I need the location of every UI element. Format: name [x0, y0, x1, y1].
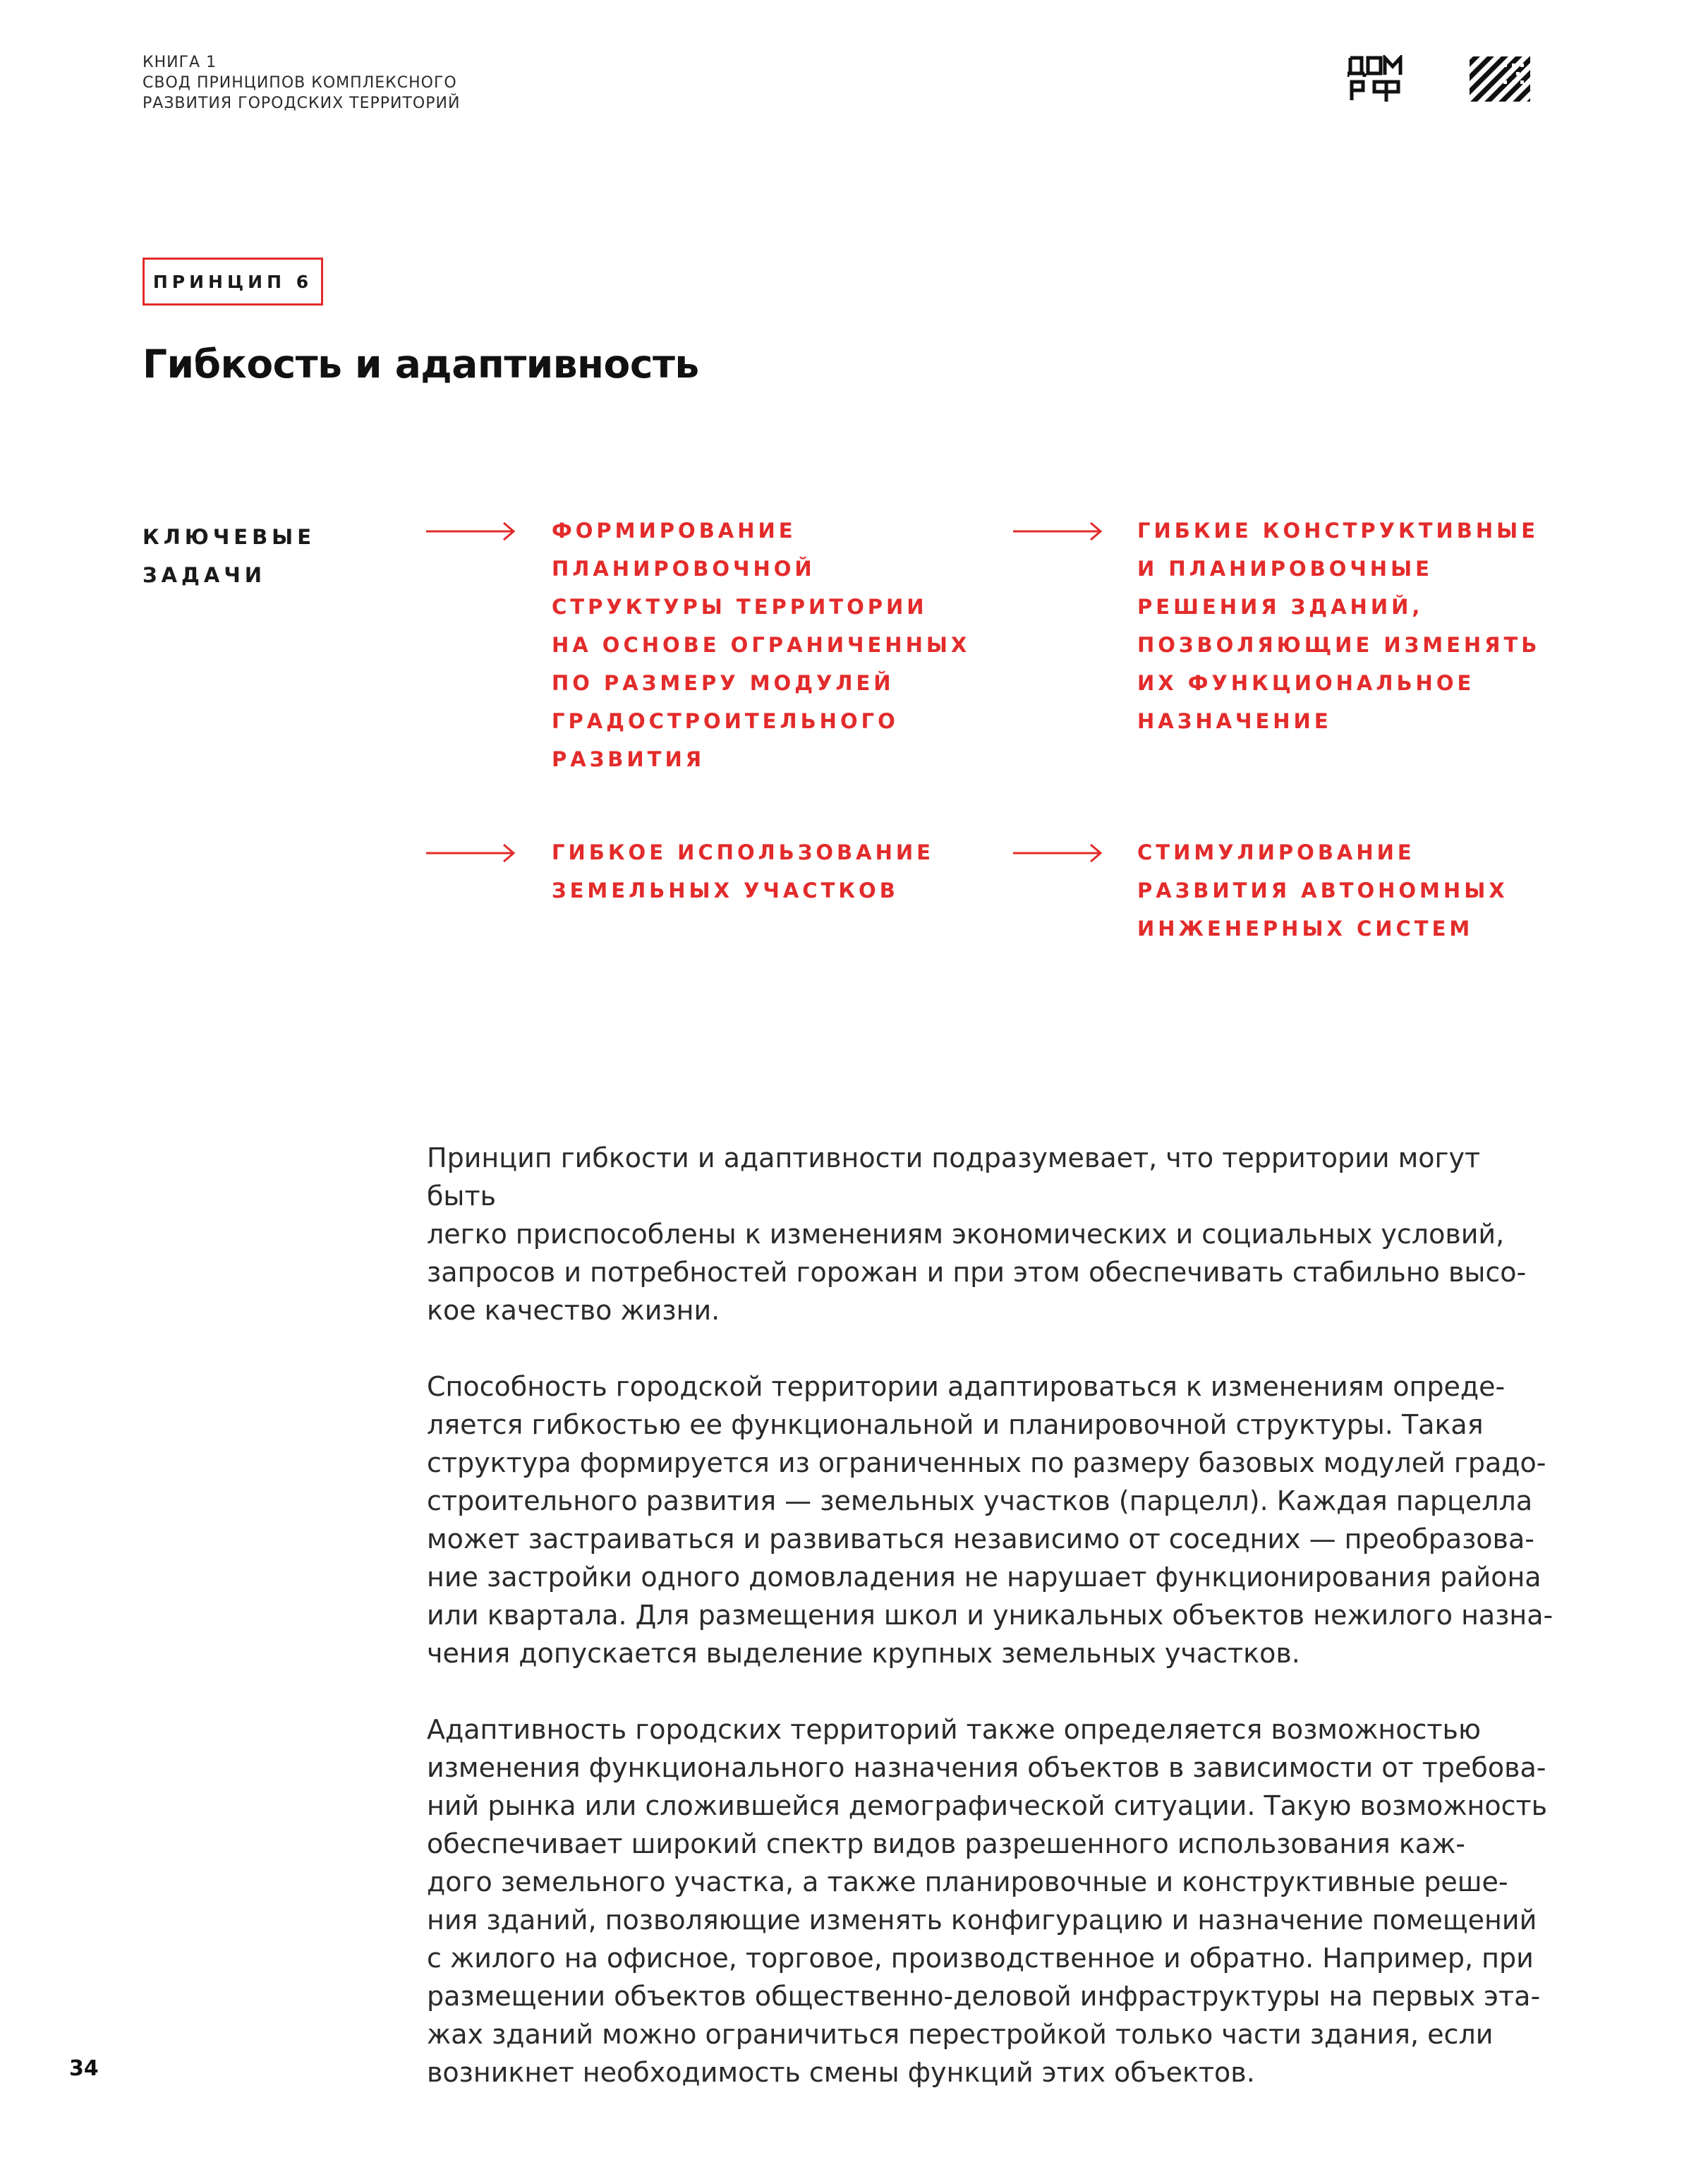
task-line: ПОЗВОЛЯЮЩИЕ ИЗМЕНЯТЬ	[1137, 633, 1541, 657]
text-line: размещении объектов общественно-деловой инфраструктуры на первых эта-	[427, 1981, 1541, 2012]
task-line: СТРУКТУРЫ ТЕРРИТОРИИ	[552, 595, 928, 619]
task-line: ГИБКОЕ ИСПОЛЬЗОВАНИЕ	[552, 840, 934, 864]
task-line: НАЗНАЧЕНИЕ	[1137, 709, 1332, 733]
text-line: ляется гибкостью ее функциональной и планировочной структуры. Такая	[427, 1409, 1484, 1440]
task-line: РАЗВИТИЯ	[552, 747, 705, 771]
text-line: ний рынка или сложившейся демографической ситуации. Такую возможность	[427, 1790, 1548, 1821]
text-line: Способность городской территории адаптироваться к изменениям опреде-	[427, 1371, 1506, 1402]
arrow-right-icon	[426, 841, 516, 865]
principle-label-box	[143, 258, 323, 306]
text-line: ния зданий, позволяющие изменять конфигурацию и назначение помещений	[427, 1905, 1537, 1936]
task-line: ФОРМИРОВАНИЕ	[552, 519, 797, 543]
key-tasks-label	[143, 518, 315, 594]
header-line: РАЗВИТИЯ ГОРОДСКИХ ТЕРРИТОРИЙ	[143, 95, 461, 112]
task-line: СТИМУЛИРОВАНИЕ	[1137, 840, 1415, 864]
page-title: Гибкость и адаптивность	[143, 342, 699, 387]
page-number: 34	[69, 2056, 99, 2081]
header-line: КНИГА 1	[143, 54, 217, 71]
task-line: ИНЖЕНЕРНЫХ СИСТЕМ	[1137, 917, 1474, 941]
arrow-right-icon	[426, 519, 516, 543]
dom-rf-logo-icon	[1347, 55, 1403, 102]
task-item	[552, 833, 934, 910]
task-line: И ПЛАНИРОВОЧНЫЕ	[1137, 557, 1433, 581]
text-line: кое качество жизни.	[427, 1295, 720, 1326]
text-line: строительного развития — земельных участков (парцелл). Каждая парцелла	[427, 1485, 1533, 1516]
text-line: Адаптивность городских территорий также определяется возможностью	[427, 1714, 1481, 1745]
text-line: ние застройки одного домовладения не нарушает функционирования района	[427, 1562, 1542, 1593]
header-line: СВОД ПРИНЦИПОВ КОМПЛЕКСНОГО	[143, 74, 457, 92]
arrow-right-icon	[1013, 519, 1103, 543]
task-line: РЕШЕНИЯ ЗДАНИЙ,	[1137, 595, 1424, 619]
task-item	[1137, 512, 1540, 740]
principle-label: ПРИНЦИП 6	[152, 271, 313, 292]
task-item	[552, 512, 970, 778]
text-line: дого земельного участка, а также планировочные и конструктивные реше-	[427, 1866, 1508, 1897]
task-line: ПЛАНИРОВОЧНОЙ	[552, 557, 816, 581]
running-header	[143, 52, 460, 114]
key-tasks-label-line: КЛЮЧЕВЫЕ	[143, 525, 316, 549]
text-line: чения допускается выделение крупных земельных участков.	[427, 1638, 1300, 1669]
text-line: или квартала. Для размещения школ и уникальных объектов нежилого назна-	[427, 1600, 1553, 1631]
task-line: РАЗВИТИЯ АВТОНОМНЫХ	[1137, 879, 1508, 903]
text-line: обеспечивает широкий спектр видов разрешенного использования каж-	[427, 1828, 1466, 1859]
task-line: ПО РАЗМЕРУ МОДУЛЕЙ	[552, 671, 895, 695]
text-line: жах зданий можно ограничиться перестройкой только части здания, если	[427, 2019, 1494, 2050]
text-line: изменения функционального назначения объектов в зависимости от требова-	[427, 1752, 1546, 1783]
diagonal-pattern-logo-icon	[1470, 56, 1530, 102]
text-line: может застраиваться и развиваться независимо от соседних — преобразова-	[427, 1523, 1534, 1555]
task-item	[1137, 833, 1508, 948]
text-line: возникнет необходимость смены функций этих объектов.	[427, 2057, 1255, 2088]
text-line: легко приспособлены к изменениям экономических и социальных условий,	[427, 1219, 1505, 1250]
body-text	[427, 1101, 1556, 2130]
task-line: ИХ ФУНКЦИОНАЛЬНОЕ	[1137, 671, 1475, 695]
text-line: с жилого на офисное, торговое, производственное и обратно. Например, при	[427, 1943, 1534, 1974]
text-line: Принцип гибкости и адаптивности подразумевает, что территории могут быть	[427, 1142, 1481, 1212]
task-line: ГИБКИЕ КОНСТРУКТИВНЫЕ	[1137, 519, 1539, 543]
key-tasks-label-line: ЗАДАЧИ	[143, 563, 267, 587]
arrow-right-icon	[1013, 841, 1103, 865]
task-line: ГРАДОСТРОИТЕЛЬНОГО	[552, 709, 899, 733]
task-line: НА ОСНОВЕ ОГРАНИЧЕННЫХ	[552, 633, 971, 657]
task-line: ЗЕМЕЛЬНЫХ УЧАСТКОВ	[552, 879, 899, 903]
text-line: структура формируется из ограниченных по размеру базовых модулей градо-	[427, 1447, 1546, 1478]
text-line: запросов и потребностей горожан и при этом обеспечивать стабильно высо-	[427, 1257, 1527, 1288]
